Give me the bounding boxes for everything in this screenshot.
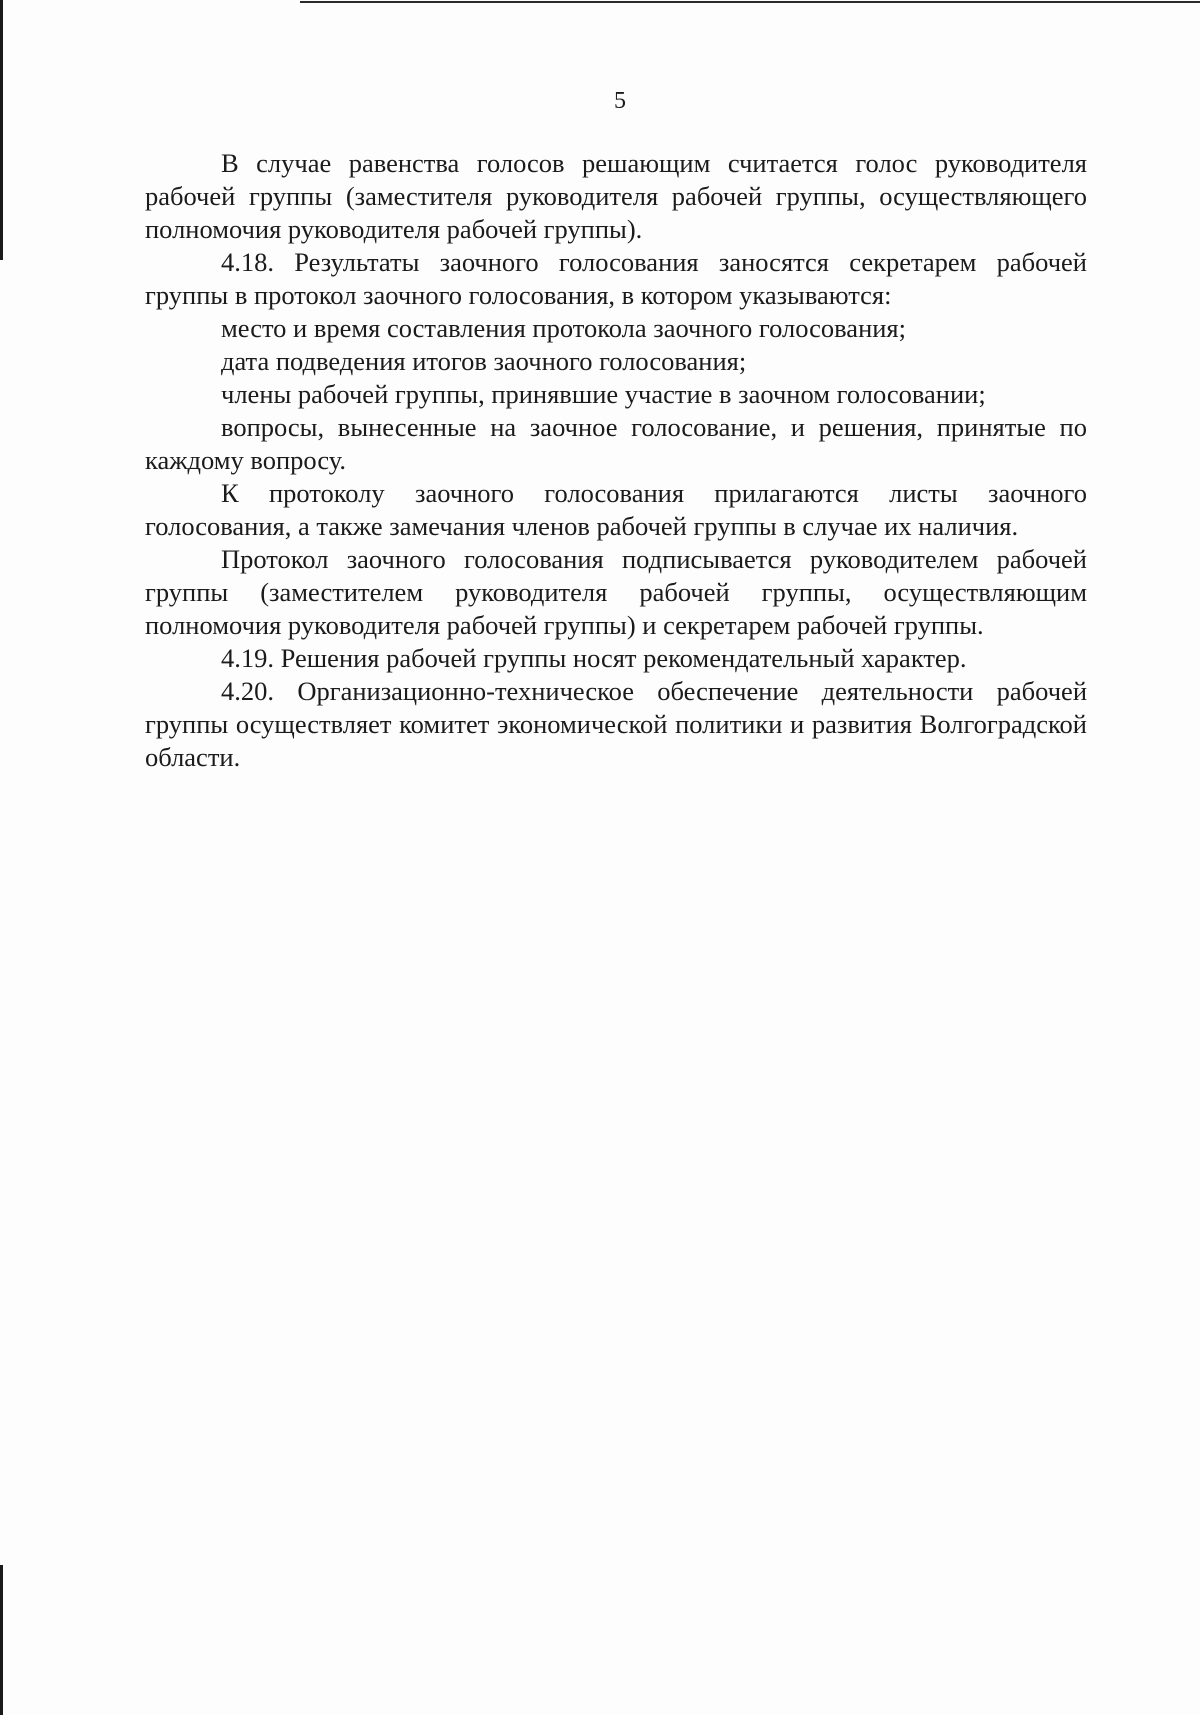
paragraph-4-19: 4.19. Решения рабочей группы носят рекомендательный характер. bbox=[221, 643, 967, 673]
document-body bbox=[145, 147, 1087, 774]
paragraph-4-18: 4.18. Результаты заочного голосования заносятся секретарем рабочей группы в протокол заочного голосования, в котором указываются: bbox=[145, 247, 1087, 310]
scan-artifact-left-edge-bottom bbox=[0, 1565, 3, 1715]
paragraph-protocol-signing: Протокол заочного голосования подписывается руководителем рабочей группы (заместителем руководителя рабочей группы, осуществляющим полномочия руководителя рабочей группы) и секретарем рабочей группы. bbox=[145, 544, 1087, 640]
paragraph-attachments: К протоколу заочного голосования прилагаются листы заочного голосования, а также замечания членов рабочей группы в случае их наличия. bbox=[145, 478, 1087, 541]
paragraph-tie-vote: В случае равенства голосов решающим считается голос руководителя рабочей группы (заместителя руководителя рабочей группы, осуществляющего полномочия руководителя рабочей группы). bbox=[145, 148, 1087, 244]
paragraph-4-20: 4.20. Организационно-техническое обеспечение деятельности рабочей группы осуществляет комитет экономической политики и развития Волгоградской области. bbox=[145, 676, 1087, 772]
paragraph-date: дата подведения итогов заочного голосования; bbox=[221, 346, 747, 376]
paragraph-members: члены рабочей группы, принявшие участие в заочном голосовании; bbox=[221, 379, 986, 409]
scan-artifact-top-line bbox=[300, 1, 1200, 3]
scan-artifact-left-edge bbox=[0, 0, 3, 260]
paragraph-questions: вопросы, вынесенные на заочное голосование, и решения, принятые по каждому вопросу. bbox=[145, 412, 1087, 475]
paragraph-place-time: место и время составления протокола заочного голосования; bbox=[221, 313, 906, 343]
page-number: 5 bbox=[614, 88, 626, 114]
